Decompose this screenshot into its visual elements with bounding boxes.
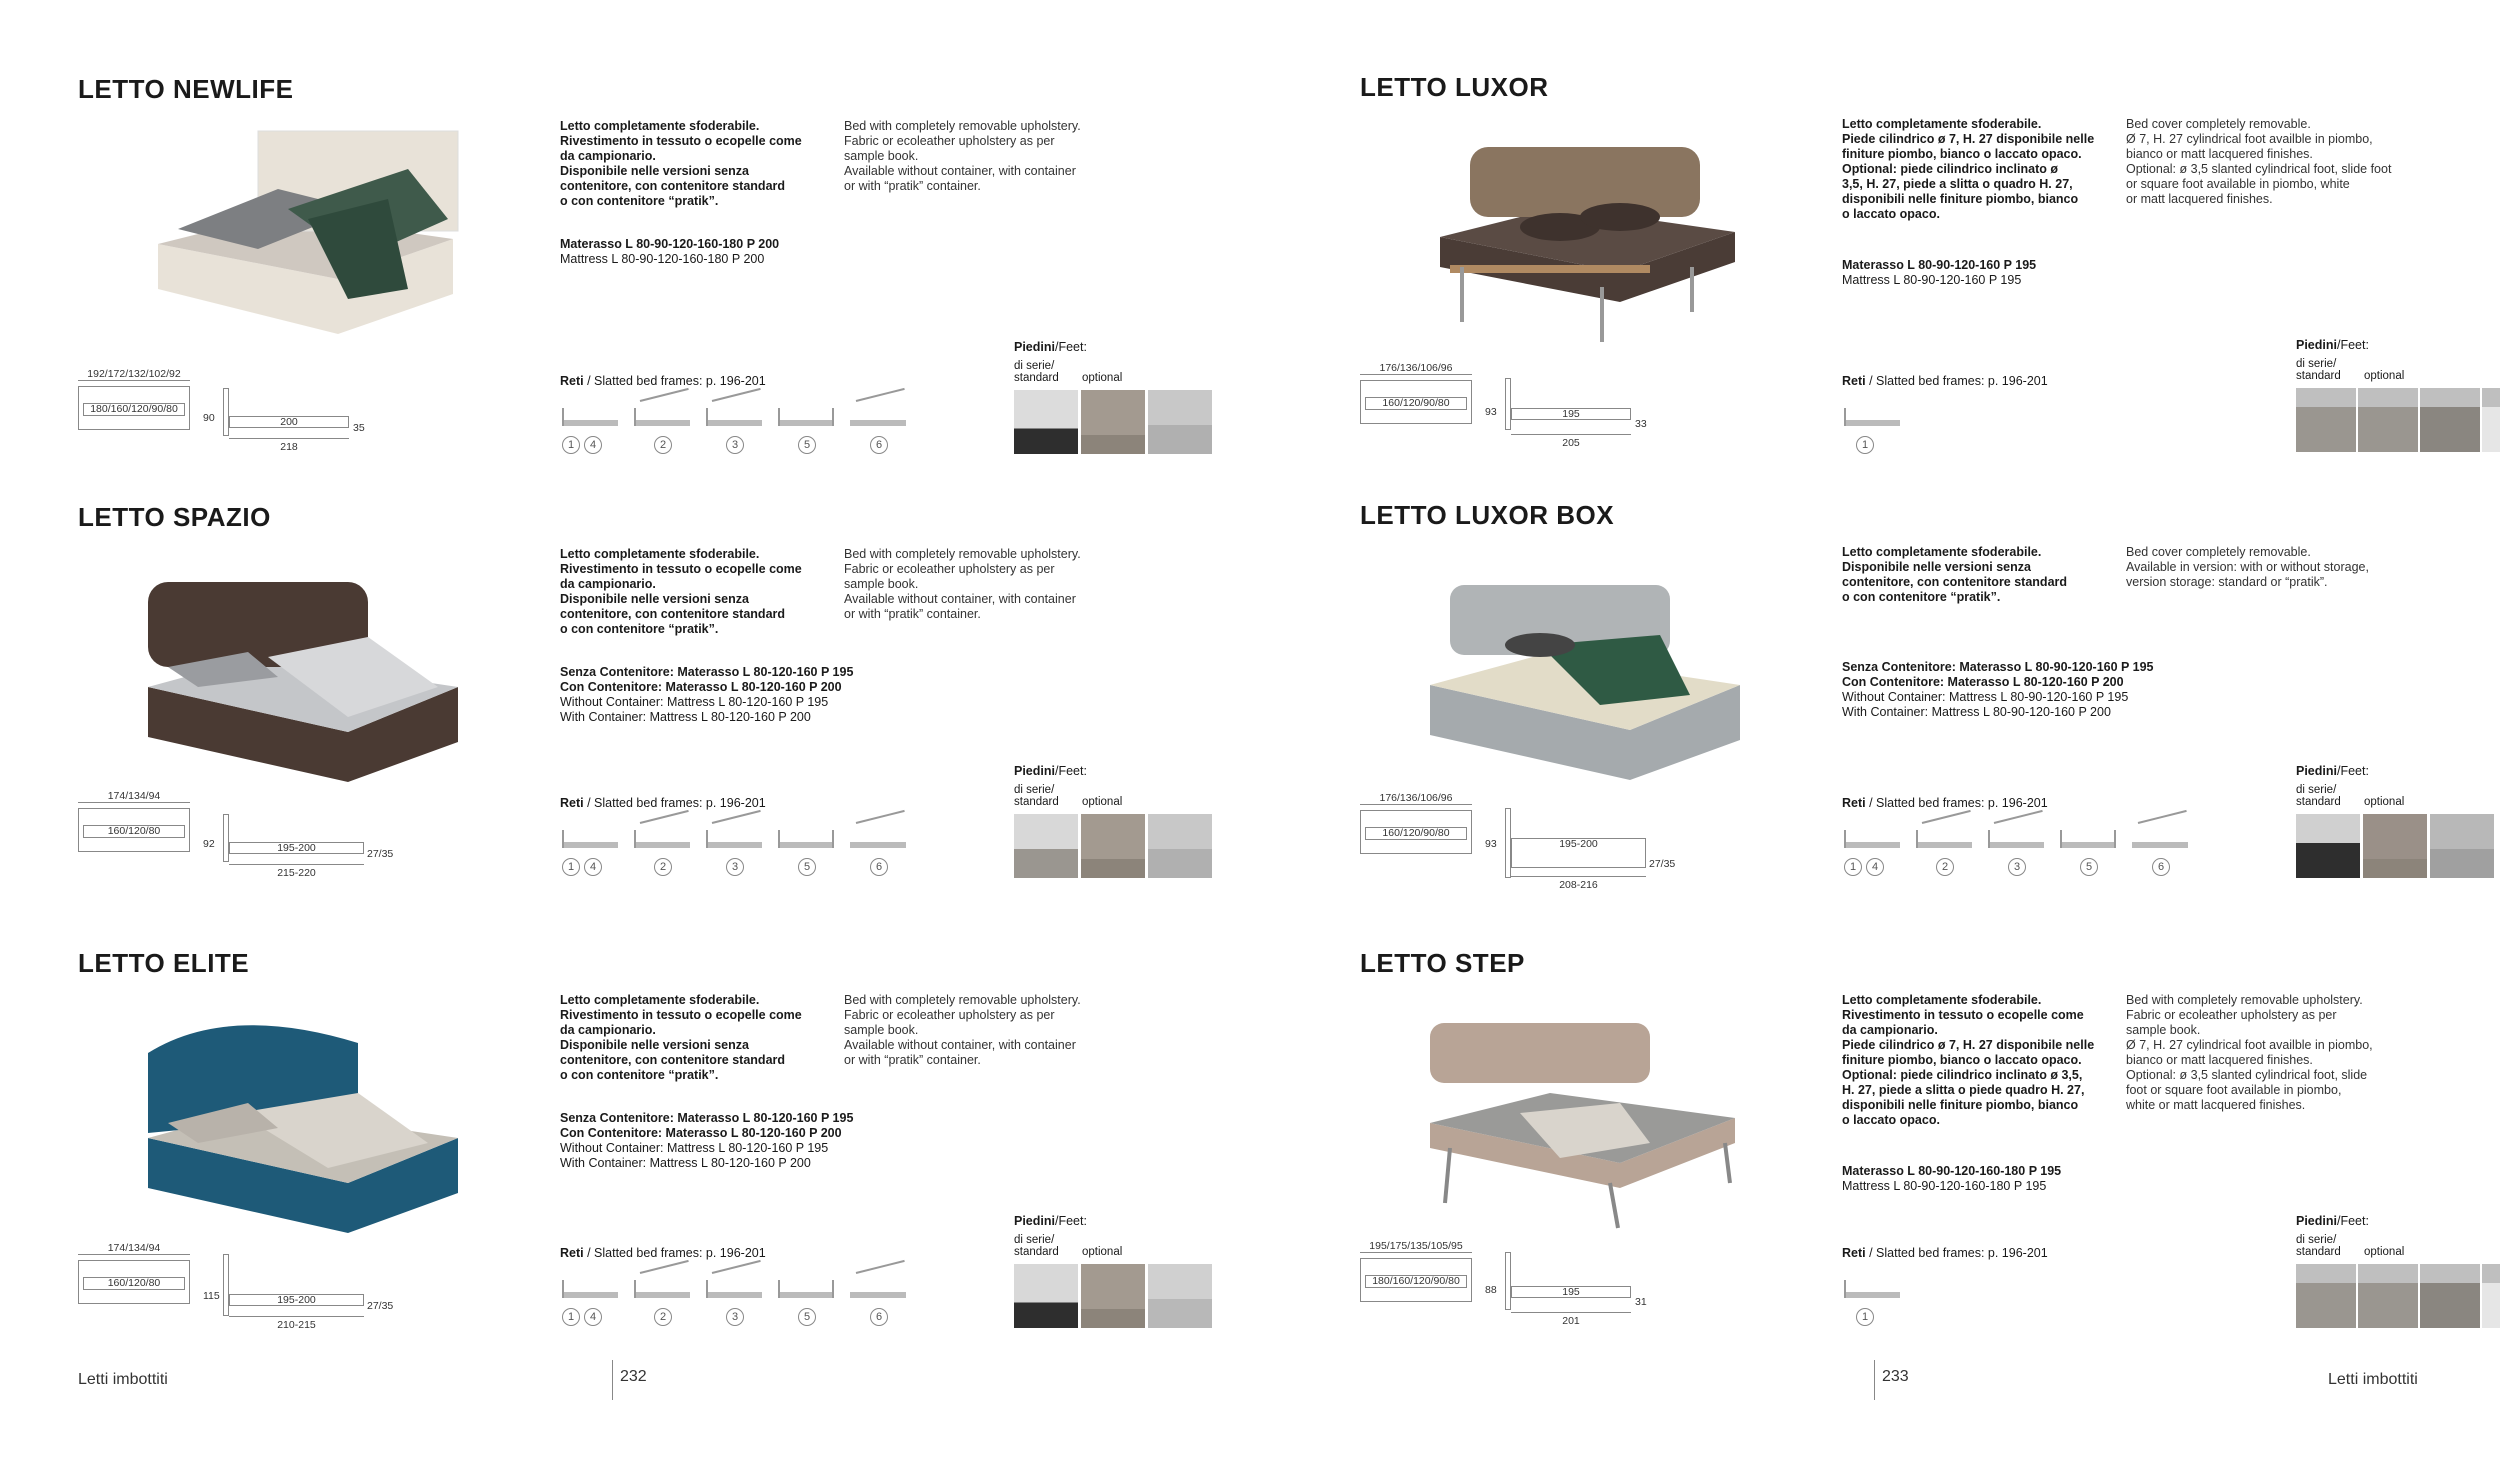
foot-swatch: [1014, 390, 1078, 454]
frame-number: 4: [584, 858, 602, 876]
foot-swatch: [1081, 814, 1145, 878]
frame-number: 4: [1866, 858, 1884, 876]
description-en: Bed cover completely removable. Available in version: with or without storage, version storage: standard or “pratik”.: [2126, 545, 2369, 589]
foot-swatch: [2482, 1264, 2500, 1328]
page-number: 233: [1882, 1368, 1909, 1385]
frame-number: 2: [654, 436, 672, 454]
description-it: Letto completamente sfoderabile. Rivestimento in tessuto o ecopelle come da campionario. Disponibile nelle versioni senza contenitore, con contenitore standard o con contenitore “pratik”.: [560, 993, 802, 1082]
foot-swatch: [2420, 1264, 2480, 1328]
product-photo: [108, 119, 488, 359]
description-en: Bed with completely removable upholstery. Fabric or ecoleather upholstery as per sample book. Available without container, with container or with “pratik” container.: [844, 993, 1081, 1067]
foot-swatch: [2358, 388, 2418, 452]
section-title: LETTO STEP: [1360, 948, 1525, 978]
product-photo: [1390, 993, 1770, 1233]
mattress-spec: Senza Contenitore: Materasso L 80-120-160 P 195 Con Contenitore: Materasso L 80-120-160 P 200 Without Container: Mattress L 80-120-160 P 195 With Container: Mattress L 80-120-160 P 200: [560, 1111, 854, 1170]
frame-number: 5: [2080, 858, 2098, 876]
foot-swatch: [1148, 814, 1212, 878]
description-it: Letto completamente sfoderabile. Disponibile nelle versioni senza contenitore, con contenitore standard o con contenitore “pratik”.: [1842, 545, 2068, 604]
frame-number: 3: [726, 1308, 744, 1326]
frame-number: 4: [584, 1308, 602, 1326]
foot-swatch: [2296, 814, 2360, 878]
foot-swatch: [2363, 814, 2427, 878]
frame-number: 1: [562, 1308, 580, 1326]
product-photo: [108, 993, 488, 1233]
foot-swatch: [1081, 390, 1145, 454]
footer-left-text: Letti imbottiti: [78, 1371, 168, 1388]
product-photo: [1390, 545, 1770, 785]
mattress-spec: Materasso L 80-90-120-160-180 P 195 Mattress L 80-90-120-160-180 P 195: [1842, 1164, 2062, 1193]
dimension-diagram: 160/120/90/80 176/136/106/96 195-200 93 27/35 208-216: [1360, 788, 1660, 878]
foot-swatch: [1014, 814, 1078, 878]
frame-number: 2: [654, 858, 672, 876]
description-it: Letto completamente sfoderabile. Rivestimento in tessuto o ecopelle come da campionario. Piede cilindrico ø 7, H. 27 disponibile nelle finiture piombo, bianco o laccato opaco. Optional: piede cilindrico inclinato ø 3,5, H. 27, piede a slitta o piede quadro H. 27, disponibili nelle finiture piombo, bianco o laccato opaco.: [1842, 993, 2095, 1127]
description-it: Letto completamente sfoderabile. Rivestimento in tessuto o ecopelle come da campionario. Disponibile nelle versioni senza contenitore, con contenitore standard o con contenitore “pratik”.: [560, 547, 802, 636]
frame-number: 2: [1936, 858, 1954, 876]
frame-number: 5: [798, 858, 816, 876]
description-en: Bed with completely removable upholstery. Fabric or ecoleather upholstery as per sample book. Available without container, with container or with “pratik” container.: [844, 547, 1081, 621]
dimension-diagram: 160/120/80 174/134/94 195-200 115 27/35 210-215: [78, 1238, 378, 1328]
frame-number: 2: [654, 1308, 672, 1326]
dimension-diagram: 180/160/120/90/80 192/172/132/102/92 200 90 35 218: [78, 366, 378, 456]
page-divider: [1874, 1360, 1875, 1400]
description-en: Bed cover completely removable. Ø 7, H. 27 cylindrical foot availble in piombo, bianco or matt lacquered finishes. Optional: ø 3,5 slanted cylindrical foot, slide foot or square foot available in piombo, white or matt lacquered finishes.: [2126, 117, 2392, 206]
foot-swatch: [1081, 1264, 1145, 1328]
dimension-diagram: 160/120/80 174/134/94 195-200 92 27/35 215-220: [78, 786, 378, 876]
foot-swatch: [2482, 388, 2500, 452]
section-luxor: LETTO LUXOR Letto completamente sfoderabile. Piede cilindrico ø 7, H. 27 disponibile nelle finiture piombo, bianco o laccato opaco. Optional: piede cilindrico inclinato ø 3,5, H. 27, piede a slitta o quadro H. 27, disponibili nelle finiture piombo, bianco o laccato opaco. Bed cover completely removable. Ø 7, H. 27 cylindrical foot availble in piombo, bianco or matt lacquered finishes. Optional: ø 3,5 slanted cylindrical foot, slide foot or square foot available in piombo, white or matt lacquered finishes. Materasso L 80-90-120-160 P 195 Mattress L 80-90-120-160 P 195 160/120/90/80 176/136/106/96 195 93 33 205 Reti / Slatted bed frames: p. 196-201 1 Piedini/Feet: di serie/ standard optional: [1360, 72, 2500, 512]
frame-number: 5: [798, 1308, 816, 1326]
frame-number: 3: [726, 858, 744, 876]
section-luxorbox: LETTO LUXOR BOX Letto completamente sfoderabile. Disponibile nelle versioni senza contenitore, con contenitore standard o con contenitore “pratik”. Bed cover completely removable. Available in version: with or without storage, version storage: standard or “pratik”. Senza Contenitore: Materasso L 80-90-120-160 P 195 Con Contenitore: Materasso L 80-120-160 P 200 Without Container: Mattress L 80-90-120-160 P 195 With Container: Mattress L 80-90-120-160 P 200 160/120/90/80 176/136/106/96 195-200 93 27/35 208-216 Reti / Slatted bed frames: p. 196-201 1 4 2 3 5 6 Piedini/Feet: di serie/ standard optional: [1360, 500, 2500, 940]
section-title: LETTO ELITE: [78, 948, 250, 978]
section-title: LETTO NEWLIFE: [78, 74, 294, 104]
frame-number: 6: [2152, 858, 2170, 876]
frame-number: 5: [798, 436, 816, 454]
description-en: Bed with completely removable upholstery. Fabric or ecoleather upholstery as per sample book. Ø 7, H. 27 cylindrical foot availble in piombo, bianco or matt lacquered finishes. Optional: ø 3,5 slanted cylindrical foot, slide foot or square foot available in piombo, white or matt lacquered finishes.: [2126, 993, 2373, 1112]
frame-number: 6: [870, 436, 888, 454]
frame-number: 1: [562, 858, 580, 876]
frame-number: 6: [870, 858, 888, 876]
frame-number: 4: [584, 436, 602, 454]
section-title: LETTO LUXOR BOX: [1360, 500, 1615, 530]
section-elite: LETTO ELITE Letto completamente sfoderabile. Rivestimento in tessuto o ecopelle come da campionario. Disponibile nelle versioni senza contenitore, con contenitore standard o con contenitore “pratik”. Bed with completely removable upholstery. Fabric or ecoleather upholstery as per sample book. Available without container, with container or with “pratik” container. Senza Contenitore: Materasso L 80-120-160 P 195 Con Contenitore: Materasso L 80-120-160 P 200 Without Container: Mattress L 80-120-160 P 195 With Container: Mattress L 80-120-160 P 200 160/120/80 174/134/94 195-200 115 27/35 210-215 Reti / Slatted bed frames: p. 196-201 1 4 2 3 5 6 Piedini/Feet: di serie/ standard optional: [78, 948, 1278, 1388]
foot-swatch: [2420, 388, 2480, 452]
frame-number: 6: [870, 1308, 888, 1326]
foot-swatch: [2430, 814, 2494, 878]
section-newlife: LETTO NEWLIFE Letto completamente sfoderabile. Rivestimento in tessuto o ecopelle come da campionario. Disponibile nelle versioni senza contenitore, con contenitore standard o con contenitore “pratik”. Bed with completely removable upholstery. Fabric or ecoleather upholstery as per sample book. Available without container, with container or with “pratik” container. Materasso L 80-90-120-160-180 P 200 Mattress L 80-90-120-160-180 P 200 180/160/120/90/80 192/172/132/102/92 200 90 35 218 Reti / Slatted bed frames: p. 196-201 1 4 2 3 5 6 Piedini/Feet: di serie/ standard optional: [78, 74, 1278, 514]
section-step: LETTO STEP Letto completamente sfoderabile. Rivestimento in tessuto o ecopelle come da campionario. Piede cilindrico ø 7, H. 27 disponibile nelle finiture piombo, bianco o laccato opaco. Optional: piede cilindrico inclinato ø 3,5, H. 27, piede a slitta o piede quadro H. 27, disponibili nelle finiture piombo, bianco o laccato opaco. Bed with completely removable upholstery. Fabric or ecoleather upholstery as per sample book. Ø 7, H. 27 cylindrical foot availble in piombo, bianco or matt lacquered finishes. Optional: ø 3,5 slanted cylindrical foot, slide foot or square foot available in piombo, white or matt lacquered finishes. Materasso L 80-90-120-160-180 P 195 Mattress L 80-90-120-160-180 P 195 180/160/120/90/80 195/175/135/105/95 195 88 31 201 Reti / Slatted bed frames: p. 196-201 1 Piedini/Feet: di serie/ standard optional: [1360, 948, 2500, 1388]
frame-number: 3: [726, 436, 744, 454]
description-it: Letto completamente sfoderabile. Rivestimento in tessuto o ecopelle come da campionario. Disponibile nelle versioni senza contenitore, con contenitore standard o con contenitore “pratik”.: [560, 119, 802, 208]
section-title: LETTO LUXOR: [1360, 72, 1549, 102]
frame-number: 1: [1844, 858, 1862, 876]
frame-number: 1: [562, 436, 580, 454]
page-divider: [612, 1360, 613, 1400]
dimension-diagram: 180/160/120/90/80 195/175/135/105/95 195 88 31 201: [1360, 1240, 1660, 1330]
product-photo: [108, 547, 488, 787]
footer-right-text: Letti imbottiti: [2328, 1371, 2418, 1388]
product-photo: [1390, 117, 1770, 357]
mattress-spec: Materasso L 80-90-120-160 P 195 Mattress L 80-90-120-160 P 195: [1842, 258, 2037, 287]
mattress-spec: Senza Contenitore: Materasso L 80-120-160 P 195 Con Contenitore: Materasso L 80-120-160 P 200 Without Container: Mattress L 80-120-160 P 195 With Container: Mattress L 80-120-160 P 200: [560, 665, 854, 724]
frame-number: 1: [1856, 436, 1874, 454]
description-en: Bed with completely removable upholstery. Fabric or ecoleather upholstery as per sample book. Available without container, with container or with “pratik” container.: [844, 119, 1081, 193]
foot-swatch: [1014, 1264, 1078, 1328]
mattress-spec: Materasso L 80-90-120-160-180 P 200 Mattress L 80-90-120-160-180 P 200: [560, 237, 780, 266]
foot-swatch: [2296, 388, 2356, 452]
frame-number: 3: [2008, 858, 2026, 876]
foot-swatch: [2296, 1264, 2356, 1328]
foot-swatch: [1148, 390, 1212, 454]
dimension-diagram: 160/120/90/80 176/136/106/96 195 93 33 205: [1360, 362, 1660, 452]
mattress-spec: Senza Contenitore: Materasso L 80-90-120-160 P 195 Con Contenitore: Materasso L 80-120-160 P 200 Without Container: Mattress L 80-90-120-160 P 195 With Container: Mattress L 80-90-120-160 P 200: [1842, 660, 2154, 719]
foot-swatch: [2358, 1264, 2418, 1328]
page-number: 232: [620, 1368, 647, 1385]
foot-swatch: [1148, 1264, 1212, 1328]
section-spazio: LETTO SPAZIO Letto completamente sfoderabile. Rivestimento in tessuto o ecopelle come da campionario. Disponibile nelle versioni senza contenitore, con contenitore standard o con contenitore “pratik”. Bed with completely removable upholstery. Fabric or ecoleather upholstery as per sample book. Available without container, with container or with “pratik” container. Senza Contenitore: Materasso L 80-120-160 P 195 Con Contenitore: Materasso L 80-120-160 P 200 Without Container: Mattress L 80-120-160 P 195 With Container: Mattress L 80-120-160 P 200 160/120/80 174/134/94 195-200 92 27/35 215-220 Reti / Slatted bed frames: p. 196-201 1 4 2 3 5 6 Piedini/Feet: di serie/ standard optional: [78, 502, 1278, 942]
frame-number: 1: [1856, 1308, 1874, 1326]
description-it: Letto completamente sfoderabile. Piede cilindrico ø 7, H. 27 disponibile nelle finiture piombo, bianco o laccato opaco. Optional: piede cilindrico inclinato ø 3,5, H. 27, piede a slitta o quadro H. 27, disponibili nelle finiture piombo, bianco o laccato opaco.: [1842, 117, 2095, 221]
section-title: LETTO SPAZIO: [78, 502, 271, 532]
